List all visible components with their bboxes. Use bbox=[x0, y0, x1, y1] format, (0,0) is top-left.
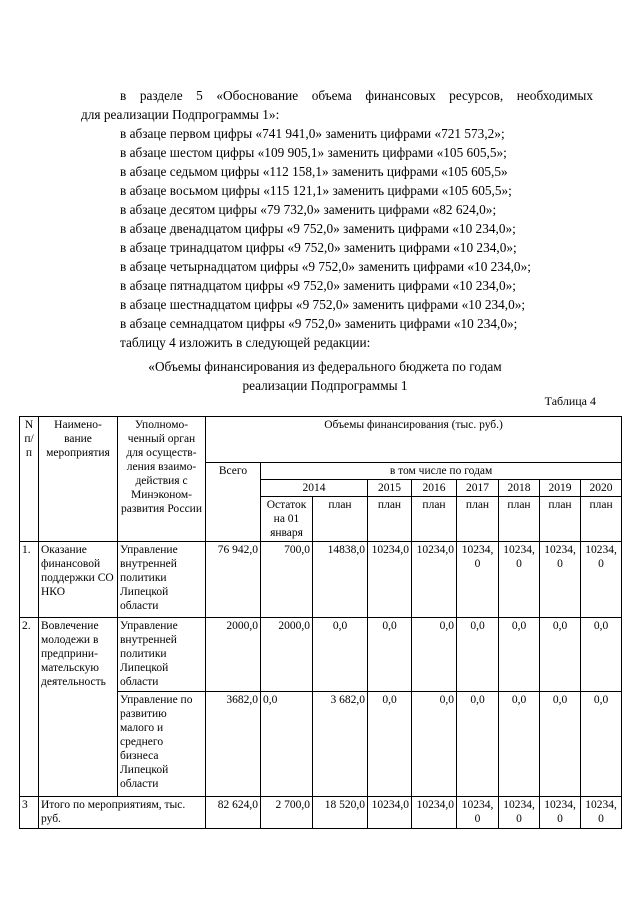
cell-2018: 10234, 0 bbox=[499, 542, 540, 618]
cell-org: Управление внутренней политики Липецкой области bbox=[118, 618, 206, 692]
cell-2018: 10234, 0 bbox=[499, 797, 540, 829]
amendment-item: в абзаце десятом цифры «79 732,0» заменить цифрами «82 624,0»; bbox=[120, 202, 497, 217]
cell-total: 76 942,0 bbox=[206, 542, 261, 618]
header-year: 2018 bbox=[499, 480, 540, 497]
cell-plan-2014: 14838,0 bbox=[313, 542, 368, 618]
table-row-total bbox=[20, 797, 622, 829]
amendment-item: в абзаце восьмом цифры «115 121,1» заменить цифрами «105 605,5»; bbox=[120, 183, 512, 198]
table-title bbox=[80, 357, 570, 395]
cell-org: Управление по развитию малого и среднего бизнеса Липецкой области bbox=[118, 692, 206, 797]
cell-2019: 10234, 0 bbox=[540, 542, 581, 618]
header-num: N п/п bbox=[20, 417, 39, 542]
cell-num: 2. bbox=[20, 618, 39, 797]
cell-2018: 0,0 bbox=[499, 618, 540, 692]
cell-2016: 0,0 bbox=[412, 692, 457, 797]
intro-first-line: в разделе 5 «Обоснование объема финансовых ресурсов, необходимых bbox=[120, 88, 593, 103]
header-plan: план bbox=[313, 497, 368, 542]
cell-2015: 0,0 bbox=[368, 692, 412, 797]
cell-2019: 0,0 bbox=[540, 618, 581, 692]
header-funding: Объемы финансирования (тыс. руб.) bbox=[206, 417, 622, 463]
header-plan: план bbox=[457, 497, 499, 542]
header-plan: план bbox=[368, 497, 412, 542]
amendment-item: в абзаце тринадцатом цифры «9 752,0» заменить цифрами «10 234,0»; bbox=[120, 240, 517, 255]
table-number: Таблица 4 bbox=[544, 394, 596, 408]
header-org: Уполномо-ченный орган для осуществ-ления взаимо-действия с Минэконом-развития России bbox=[118, 417, 206, 542]
cell-2020: 10234, 0 bbox=[581, 542, 622, 618]
cell-2016: 0,0 bbox=[412, 618, 457, 692]
header-plan: план bbox=[581, 497, 622, 542]
amendment-item: в абзаце шестом цифры «109 905,1» заменить цифрами «105 605,5»; bbox=[120, 145, 507, 160]
header-name: Наимено-вание мероприятия bbox=[39, 417, 118, 542]
cell-2015: 0,0 bbox=[368, 618, 412, 692]
amendment-list bbox=[120, 124, 531, 352]
cell-name: Вовлечение молодежи в предприни-мательскую деятельность bbox=[39, 618, 118, 797]
cell-2020: 0,0 bbox=[581, 618, 622, 692]
cell-plan-2014: 18 520,0 bbox=[313, 797, 368, 829]
cell-total: 3682,0 bbox=[206, 692, 261, 797]
cell-plan-2014: 3 682,0 bbox=[313, 692, 368, 797]
cell-total-label: Итого по мероприятиям, тыс. руб. bbox=[39, 797, 206, 829]
cell-num: 3 bbox=[20, 797, 39, 829]
header-year: 2015 bbox=[368, 480, 412, 497]
cell-2019: 10234, 0 bbox=[540, 797, 581, 829]
cell-2020: 0,0 bbox=[581, 692, 622, 797]
cell-name: Оказание финансовой поддержки СО НКО bbox=[39, 542, 118, 618]
header-year: 2019 bbox=[540, 480, 581, 497]
amendment-item: в абзаце первом цифры «741 941,0» заменить цифрами «721 573,2»; bbox=[120, 126, 505, 141]
cell-balance: 2 700,0 bbox=[261, 797, 313, 829]
cell-2017: 0,0 bbox=[457, 692, 499, 797]
amendment-item: в абзаце седьмом цифры «112 158,1» заменить цифрами «105 605,5» bbox=[120, 164, 508, 179]
cell-2019: 0,0 bbox=[540, 692, 581, 797]
funding-table bbox=[19, 416, 622, 829]
cell-2018: 0,0 bbox=[499, 692, 540, 797]
amendment-item: в абзаце шестнадцатом цифры «9 752,0» заменить цифрами «10 234,0»; bbox=[120, 297, 526, 312]
header-plan: план bbox=[499, 497, 540, 542]
amendment-item: в абзаце пятнадцатом цифры «9 752,0» заменить цифрами «10 234,0»; bbox=[120, 278, 516, 293]
intro-continuation-line: для реализации Подпрограммы 1»: bbox=[81, 107, 280, 122]
cell-total: 82 624,0 bbox=[206, 797, 261, 829]
header-plan: план bbox=[540, 497, 581, 542]
cell-balance: 700,0 bbox=[261, 542, 313, 618]
amendment-item: в абзаце четырнадцатом цифры «9 752,0» заменить цифрами «10 234,0»; bbox=[120, 259, 531, 274]
amendment-item: в абзаце семнадцатом цифры «9 752,0» заменить цифрами «10 234,0»; bbox=[120, 316, 518, 331]
header-year: 2016 bbox=[412, 480, 457, 497]
table-title-line: «Объемы финансирования из федерального бюджета по годам bbox=[148, 359, 502, 374]
cell-2017: 10234, 0 bbox=[457, 797, 499, 829]
cell-balance: 2000,0 bbox=[261, 618, 313, 692]
table-row bbox=[20, 542, 622, 618]
amendment-item: в абзаце двенадцатом цифры «9 752,0» заменить цифрами «10 234,0»; bbox=[120, 221, 516, 236]
cell-balance: 0,0 bbox=[261, 692, 313, 797]
cell-2016: 10234,0 bbox=[412, 542, 457, 618]
header-year: 2014 bbox=[261, 480, 368, 497]
cell-total: 2000,0 bbox=[206, 618, 261, 692]
cell-2020: 10234, 0 bbox=[581, 797, 622, 829]
cell-org: Управление внутренней политики Липецкой области bbox=[118, 542, 206, 618]
cell-2016: 10234,0 bbox=[412, 797, 457, 829]
table-title-line: реализации Подпрограммы 1 bbox=[242, 378, 408, 393]
header-total: Всего bbox=[206, 463, 261, 542]
header-year: 2017 bbox=[457, 480, 499, 497]
header-plan: план bbox=[412, 497, 457, 542]
cell-num: 1. bbox=[20, 542, 39, 618]
cell-plan-2014: 0,0 bbox=[313, 618, 368, 692]
table-row bbox=[20, 618, 622, 692]
cell-2015: 10234,0 bbox=[368, 542, 412, 618]
cell-2017: 0,0 bbox=[457, 618, 499, 692]
header-balance: Остаток на 01 января bbox=[261, 497, 313, 542]
amendment-item: таблицу 4 изложить в следующей редакции: bbox=[120, 335, 371, 350]
header-by-years: в том числе по годам bbox=[261, 463, 622, 480]
cell-2015: 10234,0 bbox=[368, 797, 412, 829]
header-year: 2020 bbox=[581, 480, 622, 497]
cell-2017: 10234, 0 bbox=[457, 542, 499, 618]
